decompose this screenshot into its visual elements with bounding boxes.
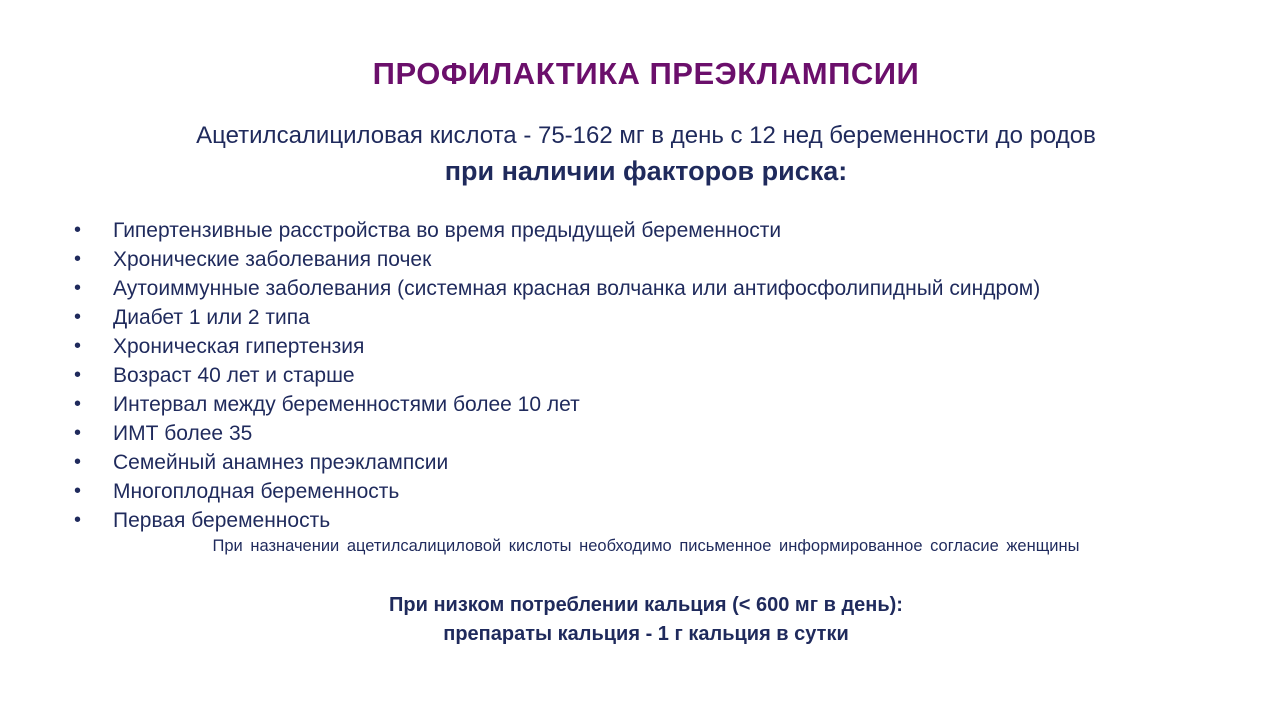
risk-factor-text: Первая беременность [113,509,331,532]
consent-note: При назначении ацетилсалициловой кислоты необходимо письменное информированное согласие женщины [212,537,1080,555]
risk-factor-text: Аутоиммунные заболевания (системная красная волчанка или антифосфолипидный синдром) [113,277,1041,300]
risk-factor-text: Хроническая гипертензия [113,335,365,358]
bullet-icon: • [74,393,82,415]
bullet-icon: • [74,364,82,386]
bullet-icon: • [74,480,82,502]
risk-factor-text: Хронические заболевания почек [113,248,432,271]
risk-factor-text: ИМТ более 35 [113,422,253,445]
bullet-icon: • [74,248,82,270]
calcium-recommendation: препараты кальция - 1 г кальция в сутки [443,623,849,645]
risk-factors-heading: при наличии факторов риска: [444,156,848,186]
calcium-heading: При низком потреблении кальция (< 600 мг в день): [389,594,903,616]
slide-title: ПРОФИЛАКТИКА ПРЕЭКЛАМПСИИ [372,56,920,91]
risk-factor-text: Диабет 1 или 2 типа [113,306,310,329]
bullet-icon: • [74,509,82,531]
bullet-icon: • [74,422,82,444]
bullet-icon: • [74,277,82,299]
risk-factor-text: Многоплодная беременность [113,480,400,503]
bullet-icon: • [74,306,82,328]
dosage-subtitle: Ацетилсалициловая кислота - 75-162 мг в день с 12 нед беременности до родов [196,122,1096,149]
risk-factor-text: Гипертензивные расстройства во время предыдущей беременности [113,219,782,242]
bullet-icon: • [74,451,82,473]
bullet-icon: • [74,219,82,241]
risk-factor-text: Семейный анамнез преэклампсии [113,451,449,474]
bullet-icon: • [74,335,82,357]
risk-factor-text: Интервал между беременностями более 10 лет [113,393,580,416]
risk-factor-text: Возраст 40 лет и старше [113,364,355,387]
